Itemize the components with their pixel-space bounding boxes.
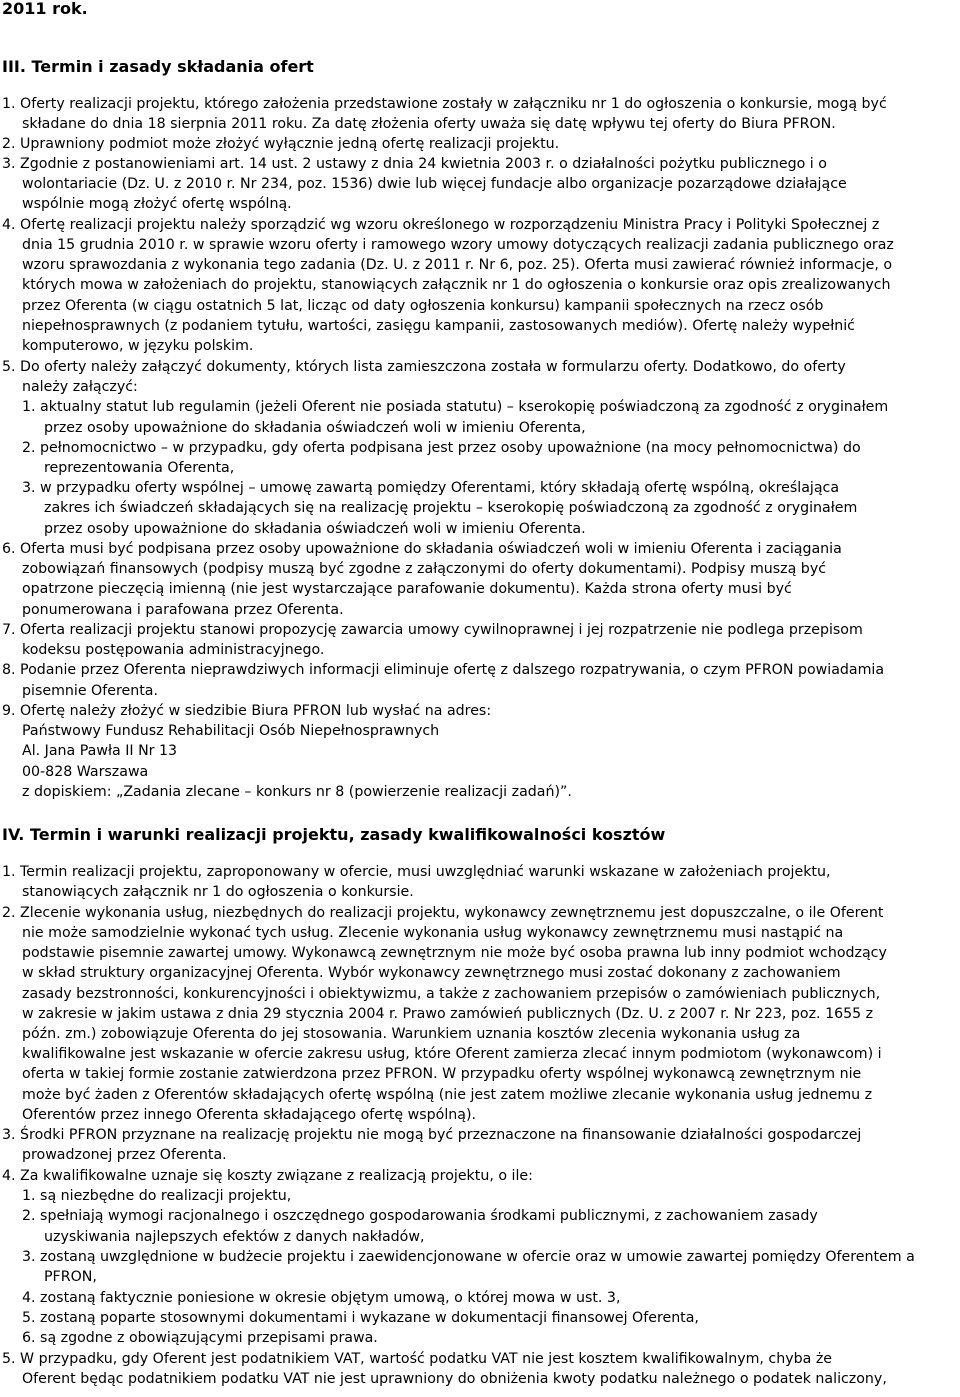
section-3-line-28: kodeksu postępowania administracyjnego.	[22, 642, 325, 658]
section-4-line-24: 6. są zgodne z obowiązującymi przepisami prawa.	[22, 1330, 378, 1346]
section-4-line-3: 2. Zlecenie wykonania usług, niezbędnych do realizacji projektu, wykonawcy zewnętrznemu jest dopuszczalne, o ile Oferent	[2, 905, 884, 921]
section-3-heading: III. Termin i zasady składania ofert	[2, 57, 314, 76]
section-4-line-26: Oferent będąc podatnikiem podatku VAT nie jest uprawniony do obniżenia kwoty podatku należnego o podatek naliczony,	[22, 1371, 887, 1387]
section-3-line-30: pisemnie Oferenta.	[22, 683, 158, 699]
section-3-line-21: zakres ich świadczeń składających się na realizację projektu – kserokopię poświadczoną za zgodność z oryginałem	[44, 500, 858, 516]
section-3-line-20: 3. w przypadku oferty wspólnej – umowę zawartą pomiędzy Oferentami, który składają ofertę wspólną, określająca	[22, 480, 840, 496]
section-3-line-14: 5. Do oferty należy załączyć dokumenty, których lista zamieszczona została w formularzu oferty. Dodatkowo, do oferty	[2, 359, 846, 375]
section-3-line-13: komputerowo, w języku polskim.	[22, 338, 254, 354]
section-4-line-11: oferta w takiej formie zostanie zatwierdzona przez PFRON. W przypadku oferty wspólnej wykonawcą zewnętrznym nie	[22, 1066, 862, 1082]
section-3-line-12: niepełnosprawnych (z podaniem tytułu, wartości, zasięgu kampanii, zastosowanych mediów). Ofertę należy wypełnić	[22, 318, 855, 334]
section-3-line-10: których mowa w założeniach do projektu, stanowiących załącznik nr 1 do ogłoszenia o konkursie oraz opis zrealizowanych	[22, 277, 891, 293]
section-4-line-2: stanowiących załącznik nr 1 do ogłoszenia o konkursie.	[22, 884, 414, 900]
section-3-line-22: przez osoby upoważnione do składania oświadczeń woli w imieniu Oferenta.	[44, 521, 586, 537]
section-4-line-10: kwalifikowalne jest wskazanie w ofercie zakresu usług, które Oferent zamierza zlecać innym podmiotom (wykonawcom) i	[22, 1046, 882, 1062]
section-3-line-15: należy załączyć:	[22, 379, 138, 395]
section-3-line-29: 8. Podanie przez Oferenta nieprawdziwych informacji eliminuje ofertę z dalszego rozpatrywania, o czym PFRON powiadamia	[2, 662, 885, 678]
section-3-line-11: przez Oferenta (w ciągu ostatnich 5 lat, licząc od daty ogłoszenia konkursu) kampanii społecznych na rzecz osób	[22, 298, 824, 314]
section-4-line-25: 5. W przypadku, gdy Oferent jest podatnikiem VAT, wartość podatku VAT nie jest kosztem kwalifikowalnym, chyba że	[2, 1351, 833, 1367]
section-4-line-18: 2. spełniają wymogi racjonalnego i oszczędnego gospodarowania środkami publicznymi, z zachowaniem zasady	[22, 1208, 818, 1224]
section-3-line-3: 2. Uprawniony podmiot może złożyć wyłącznie jedną ofertę realizacji projektu.	[2, 136, 560, 152]
section-4-line-21: PFRON,	[44, 1269, 97, 1285]
section-3-line-18: 2. pełnomocnictwo – w przypadku, gdy oferta podpisana jest przez osoby upoważnione (na mocy pełnomocnictwa) do	[22, 440, 861, 456]
section-4-heading: IV. Termin i warunki realizacji projektu, zasady kwalifikowalności kosztów	[2, 825, 666, 844]
section-4-line-22: 4. zostaną faktycznie poniesione w okresie objętym umową, o której mowa w ust. 3,	[22, 1290, 621, 1306]
section-4-line-1: 1. Termin realizacji projektu, zaproponowany w ofercie, musi uwzględniać warunki wskazane w założeniach projektu,	[2, 864, 831, 880]
section-4-line-12: może być żaden z Oferentów składających ofertę wspólną (nie jest zatem możliwe zlecanie wykonania usług jednemu z	[22, 1087, 873, 1103]
section-4-line-8: w zakresie w jakim ustawa z dnia 29 stycznia 2004 r. Prawo zamówień publicznych (Dz. U. z 2007 r. Nr 223, poz. 1655 z	[22, 1006, 874, 1022]
section-4-line-6: w skład struktury organizacyjnej Oferenta. Wybór wykonawcy zewnętrznego musi zostać dokonany z zachowaniem	[22, 965, 841, 981]
section-4-line-20: 3. zostaną uwzględnione w budżecie projektu i zaewidencjonowane w ofercie oraz w umowie zawartej pomiędzy Oferentem a	[22, 1249, 915, 1265]
section-3-line-27: 7. Oferta realizacji projektu stanowi propozycję zawarcia umowy cywilnoprawnej i jej rozpatrzenie nie podlega przepisom	[2, 622, 863, 638]
section-3-line-1: 1. Oferty realizacji projektu, którego założenia przedstawione zostały w załączniku nr 1 do ogłoszenia o konkursie, mogą być	[2, 96, 887, 112]
section-3-line-16: 1. aktualny statut lub regulamin (jeżeli Oferent nie posiada statutu) – kserokopię poświadczoną za zgodność z oryginałem	[22, 399, 889, 415]
section-3-line-17: przez osoby upoważnione do składania oświadczeń woli w imieniu Oferenta,	[44, 420, 586, 436]
section-3-line-24: zobowiązań finansowych (podpisy muszą być zgodne z załączonymi do oferty dokumentami). Podpisy muszą być	[22, 561, 827, 577]
year-line: 2011 rok.	[2, 0, 88, 18]
section-4-line-19: uzyskiwania najlepszych efektów z danych nakładów,	[44, 1229, 425, 1245]
section-4-line-7: zasady bezstronności, konkurencyjności i obiektywizmu, a także z zachowaniem przepisów o zamówieniach publicznych,	[22, 986, 881, 1002]
section-4-line-23: 5. zostaną poparte stosownymi dokumentami i wykazane w dokumentacji finansowej Oferenta,	[22, 1310, 699, 1326]
section-3-line-34: 00-828 Warszawa	[22, 764, 149, 780]
section-3-line-33: Al. Jana Pawła II Nr 13	[22, 743, 178, 759]
section-3-line-2: składane do dnia 18 sierpnia 2011 roku. Za datę złożenia oferty uważa się datę wpływu tej oferty do Biura PFRON.	[22, 116, 836, 132]
section-3-line-32: Państwowy Fundusz Rehabilitacji Osób Niepełnosprawnych	[22, 723, 440, 739]
section-3-line-25: opatrzone pieczęcią imienną (nie jest wystarczające parafowanie dokumentu). Każda strona oferty musi być	[22, 581, 792, 597]
section-4-line-17: 1. są niezbędne do realizacji projektu,	[22, 1188, 292, 1204]
section-3-line-23: 6. Oferta musi być podpisana przez osoby upoważnione do składania oświadczeń woli w imieniu Oferenta i zaciągania	[2, 541, 842, 557]
section-3-line-6: wspólnie mogą złożyć ofertę wspólną.	[22, 196, 292, 212]
section-3-line-19: reprezentowania Oferenta,	[44, 460, 235, 476]
section-4-line-5: podstawie pisemnie zawartej umowy. Wykonawcą zewnętrznym nie może być osoba prawna lub inny podmiot wchodzący	[22, 945, 887, 961]
section-4-line-14: 3. Środki PFRON przyznane na realizację projektu nie mogą być przeznaczone na finansowanie działalności gospodarczej	[2, 1127, 862, 1143]
section-4-line-4: nie może samodzielnie wykonać tych usług. Zlecenie wykonania usług wykonawcy zewnętrznemu musi nastąpić na	[22, 925, 844, 941]
section-3-line-9: wzoru sprawozdania z wykonania tego zadania (Dz. U. z 2011 r. Nr 6, poz. 25). Oferta musi zawierać również informacje, o	[22, 257, 893, 273]
section-4-line-16: 4. Za kwalifikowalne uznaje się koszty związane z realizacją projektu, o ile:	[2, 1168, 533, 1184]
section-3-line-4: 3. Zgodnie z postanowieniami art. 14 ust. 2 ustawy z dnia 24 kwietnia 2003 r. o działalności pożytku publicznego i o	[2, 156, 827, 172]
section-3-line-35: z dopiskiem: „Zadania zlecane – konkurs nr 8 (powierzenie realizacji zadań)”.	[22, 784, 572, 800]
section-4-line-13: Oferentów przez innego Oferenta składającego ofertę wspólną).	[22, 1107, 476, 1123]
section-4-line-9: późn. zm.) zobowiązuje Oferenta do jej stosowania. Warunkiem uznania kosztów zlecenia wykonania usług za	[22, 1026, 801, 1042]
section-4-line-15: prowadzonej przez Oferenta.	[22, 1147, 227, 1163]
section-3-line-31: 9. Ofertę należy złożyć w siedzibie Biura PFRON lub wysłać na adres:	[2, 703, 492, 719]
section-3-line-8: dnia 15 grudnia 2010 r. w sprawie wzoru oferty i ramowego wzory umowy dotyczących realizacji zadania publicznego oraz	[22, 237, 894, 253]
section-3-line-5: wolontariacie (Dz. U. z 2010 r. Nr 234, poz. 1536) dwie lub więcej fundacje albo organizacje pozarządowe działające	[22, 176, 847, 192]
section-3-line-7: 4. Ofertę realizacji projektu należy sporządzić wg wzoru określonego w rozporządzeniu Ministra Pracy i Polityki Społecznej z	[2, 217, 880, 233]
section-3-line-26: ponumerowana i parafowana przez Oferenta.	[22, 602, 344, 618]
